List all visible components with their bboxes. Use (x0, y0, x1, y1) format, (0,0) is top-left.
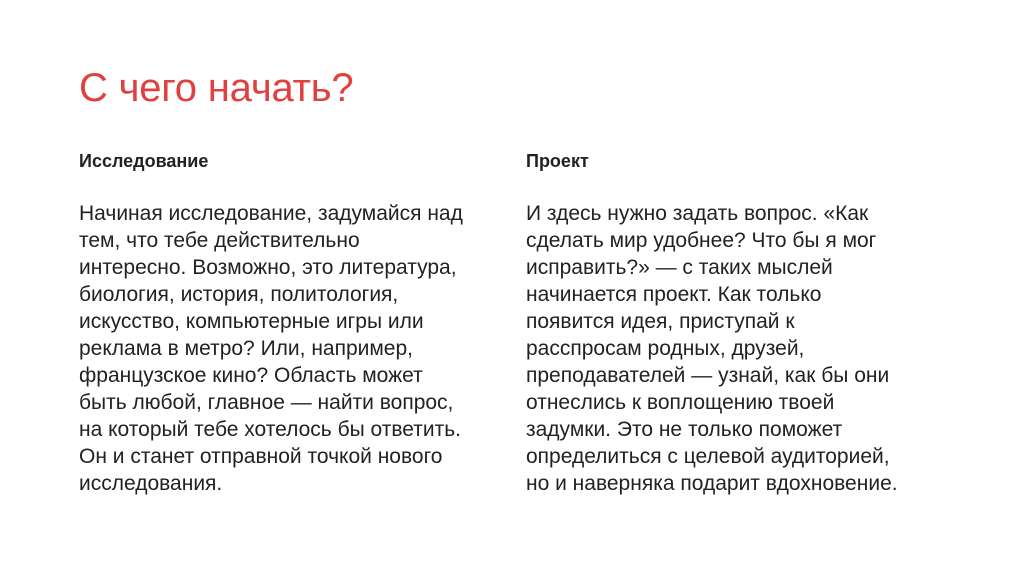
project-text: И здесь нужно задать вопрос. «Как сделать мир удобнее? Что бы я мог исправить?» — с таких мыслей начинается проект. Как только появится идея, приступай к расспросам родных, друзей, преподавателей — узнай, как бы они отнеслись к воплощению твоей задумки. Это не только поможет определиться с целевой аудиторией, но и наверняка подарит вдохновение. (526, 202, 898, 495)
research-heading: Исследование (79, 151, 209, 171)
project-heading: Проект (526, 151, 589, 171)
research-column (79, 147, 519, 497)
slide-title: С чего начать? (79, 66, 354, 110)
research-text: Начиная исследование, задумайся над тем, что тебе действительно интересно. Возможно, это литература, биология, история, политология, искусство, компьютерные игры или реклама в метро? Или, например, французское кино? Область может быть любой, главное — найти вопрос, на который тебе хотелось бы ответить. Он и станет отправной точкой нового исследования. (79, 202, 463, 495)
project-column (526, 147, 966, 497)
